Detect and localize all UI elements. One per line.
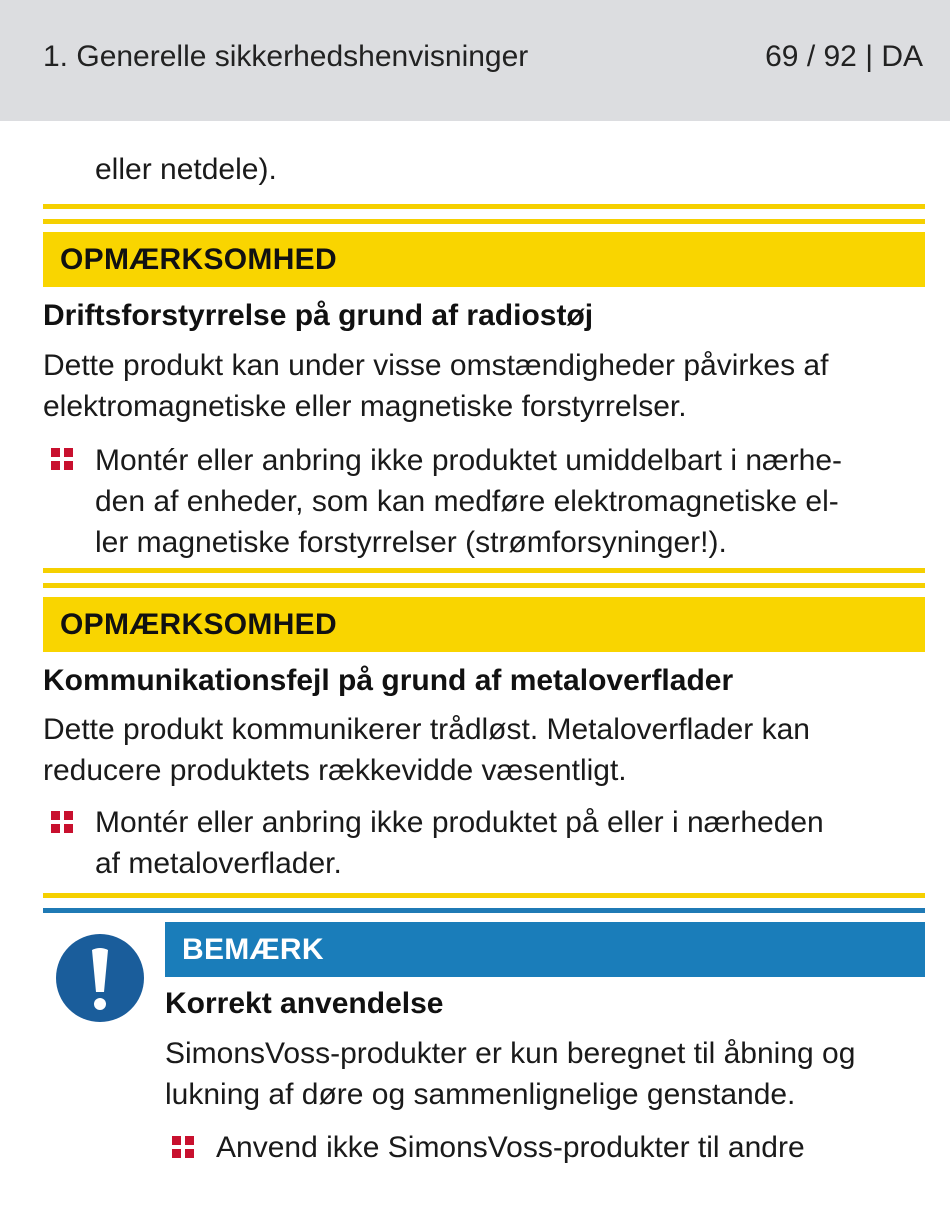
note-banner-label: BEMÆRK [182, 933, 324, 966]
notice-body [43, 345, 923, 427]
attention-banner-label: OPMÆRKSOMHED [60, 243, 337, 276]
note-body-line: lukning af døre og sammenlignelige genstande. [165, 1078, 796, 1111]
divider [43, 568, 925, 573]
notice-body [43, 709, 923, 791]
note-banner [165, 922, 925, 977]
notice-body-line: Dette produkt kommunikerer trådløst. Metaloverflader kan [43, 713, 810, 746]
page-header [0, 0, 950, 121]
note-body [165, 1033, 925, 1115]
attention-banner [43, 597, 925, 652]
notice-heading: Driftsforstyrrelse på grund af radiostøj [43, 299, 594, 332]
bullet-item [95, 440, 925, 563]
bullet-icon [51, 448, 73, 470]
section-title: 1. Generelle sikkerhedshenvisninger [43, 40, 529, 73]
bullet-line: den af enheder, som kan medføre elektromagnetiske el- [95, 485, 839, 518]
divider [43, 908, 925, 913]
bullet-line: ler magnetiske forstyrrelser (strømforsyninger!). [95, 526, 727, 559]
divider [43, 893, 925, 898]
notice-body-line: Dette produkt kan under visse omstændigheder påvirkes af [43, 349, 829, 382]
notice-body-line: elektromagnetiske eller magnetiske forstyrrelser. [43, 390, 687, 423]
notice-heading: Kommunikationsfejl på grund af metaloverflader [43, 664, 734, 697]
note-body-line: SimonsVoss-produkter er kun beregnet til åbning og [165, 1037, 856, 1070]
attention-banner-label: OPMÆRKSOMHED [60, 608, 337, 641]
bullet-icon [51, 811, 73, 833]
notice-body-line: reducere produktets rækkevidde væsentligt. [43, 754, 627, 787]
note-heading: Korrekt anvendelse [165, 987, 444, 1020]
page-info: 69 / 92 | DA [765, 40, 923, 73]
bullet-item [216, 1127, 925, 1168]
bullet-line: Montér eller anbring ikke produktet på eller i nærheden [95, 806, 824, 839]
bullet-line: Montér eller anbring ikke produktet umiddelbart i nærhe- [95, 444, 843, 477]
bullet-icon [172, 1136, 194, 1158]
exclamation-circle-icon [52, 930, 148, 1026]
bullet-line: Anvend ikke SimonsVoss-produkter til andre [216, 1131, 805, 1164]
continuation-text: eller netdele). [95, 153, 277, 186]
bullet-line: af metaloverflader. [95, 847, 342, 880]
bullet-item [95, 802, 925, 884]
divider [43, 583, 925, 588]
divider [43, 219, 925, 224]
attention-banner [43, 232, 925, 287]
divider [43, 204, 925, 209]
